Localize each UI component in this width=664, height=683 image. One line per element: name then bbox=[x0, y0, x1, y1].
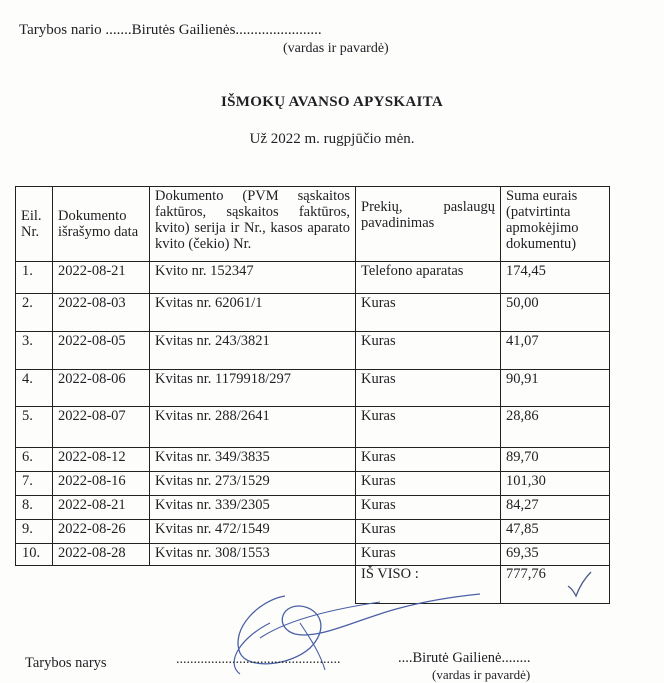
cell-document: Kvitas nr. 273/1529 bbox=[150, 472, 356, 496]
table-row bbox=[16, 332, 610, 370]
cell-document: Kvitas nr. 288/2641 bbox=[150, 407, 356, 448]
header-date: Dokumento išrašymo data bbox=[53, 187, 150, 262]
cell-date: 2022-08-03 bbox=[53, 294, 150, 332]
cell-document: Kvitas nr. 339/2305 bbox=[150, 496, 356, 520]
cell-document: Kvitas nr. 62061/1 bbox=[150, 294, 356, 332]
cell-item: Kuras bbox=[356, 332, 501, 370]
signature-line: ............................................... bbox=[176, 652, 341, 667]
cell-amount: 69,35 bbox=[501, 544, 610, 566]
total-amount: 777,76 bbox=[501, 566, 610, 604]
table-row bbox=[16, 544, 610, 566]
cell-item: Kuras bbox=[356, 520, 501, 544]
cell-document: Kvitas nr. 308/1553 bbox=[150, 544, 356, 566]
advance-report-table bbox=[15, 186, 610, 604]
cell-amount: 89,70 bbox=[501, 448, 610, 472]
cell-no: 7. bbox=[16, 472, 53, 496]
table-row bbox=[16, 520, 610, 544]
table-row bbox=[16, 407, 610, 448]
total-label: IŠ VISO : bbox=[356, 566, 501, 604]
cell-amount: 90,91 bbox=[501, 370, 610, 407]
cell-no: 10. bbox=[16, 544, 53, 566]
cell-document: Kvitas nr. 243/3821 bbox=[150, 332, 356, 370]
cell-item: Kuras bbox=[356, 407, 501, 448]
cell-item: Kuras bbox=[356, 294, 501, 332]
cell-date: 2022-08-21 bbox=[53, 496, 150, 520]
header-document: Dokumento (PVM sąskaitos faktūros, sąskaitos faktūros, kvito) serija ir Nr., kasos aparato kvito (čekio) Nr. bbox=[150, 187, 356, 262]
cell-no: 6. bbox=[16, 448, 53, 472]
header-line: Tarybos nario .......Birutės Gailienės....................... bbox=[19, 22, 322, 38]
table-row bbox=[16, 294, 610, 332]
cell-date: 2022-08-05 bbox=[53, 332, 150, 370]
cell-item: Kuras bbox=[356, 370, 501, 407]
table-row bbox=[16, 370, 610, 407]
cell-amount: 41,07 bbox=[501, 332, 610, 370]
empty-cell bbox=[16, 566, 53, 604]
cell-item: Telefono aparatas bbox=[356, 262, 501, 294]
signer-role-label: Tarybos narys bbox=[25, 655, 107, 671]
table-row bbox=[16, 262, 610, 294]
cell-amount: 28,86 bbox=[501, 407, 610, 448]
table-row bbox=[16, 496, 610, 520]
cell-amount: 84,27 bbox=[501, 496, 610, 520]
cell-item: Kuras bbox=[356, 544, 501, 566]
cell-date: 2022-08-12 bbox=[53, 448, 150, 472]
document-title: IŠMOKŲ AVANSO APYSKAITA bbox=[221, 94, 443, 110]
table-row bbox=[16, 472, 610, 496]
cell-document: Kvito nr. 152347 bbox=[150, 262, 356, 294]
report-period: Už 2022 m. rugpjūčio mėn. bbox=[249, 131, 415, 147]
header-hint: (vardas ir pavardė) bbox=[283, 41, 389, 56]
cell-amount: 47,85 bbox=[501, 520, 610, 544]
header-amount: Suma eurais (patvirtinta apmokėjimo dokumentu) bbox=[501, 187, 610, 262]
signer-name-hint: (vardas ir pavardė) bbox=[432, 667, 531, 682]
cell-item: Kuras bbox=[356, 448, 501, 472]
check-mark-icon bbox=[565, 570, 593, 598]
cell-date: 2022-08-26 bbox=[53, 520, 150, 544]
cell-date: 2022-08-28 bbox=[53, 544, 150, 566]
cell-date: 2022-08-06 bbox=[53, 370, 150, 407]
signer-name: ....Birutė Gailienė........ bbox=[398, 650, 531, 666]
cell-amount: 50,00 bbox=[501, 294, 610, 332]
cell-no: 9. bbox=[16, 520, 53, 544]
cell-item: Kuras bbox=[356, 496, 501, 520]
cell-item: Kuras bbox=[356, 472, 501, 496]
cell-date: 2022-08-16 bbox=[53, 472, 150, 496]
cell-no: 4. bbox=[16, 370, 53, 407]
cell-no: 8. bbox=[16, 496, 53, 520]
empty-cell bbox=[53, 566, 150, 604]
cell-no: 2. bbox=[16, 294, 53, 332]
table-row bbox=[16, 448, 610, 472]
cell-document: Kvitas nr. 1179918/297 bbox=[150, 370, 356, 407]
cell-no: 5. bbox=[16, 407, 53, 448]
cell-document: Kvitas nr. 349/3835 bbox=[150, 448, 356, 472]
table-body bbox=[16, 262, 610, 604]
cell-date: 2022-08-21 bbox=[53, 262, 150, 294]
cell-amount: 101,30 bbox=[501, 472, 610, 496]
cell-no: 1. bbox=[16, 262, 53, 294]
cell-document: Kvitas nr. 472/1549 bbox=[150, 520, 356, 544]
header-no: Eil. Nr. bbox=[16, 187, 53, 262]
header-item: Prekių, paslaugų pavadinimas bbox=[356, 187, 501, 262]
cell-amount: 174,45 bbox=[501, 262, 610, 294]
cell-no: 3. bbox=[16, 332, 53, 370]
cell-date: 2022-08-07 bbox=[53, 407, 150, 448]
